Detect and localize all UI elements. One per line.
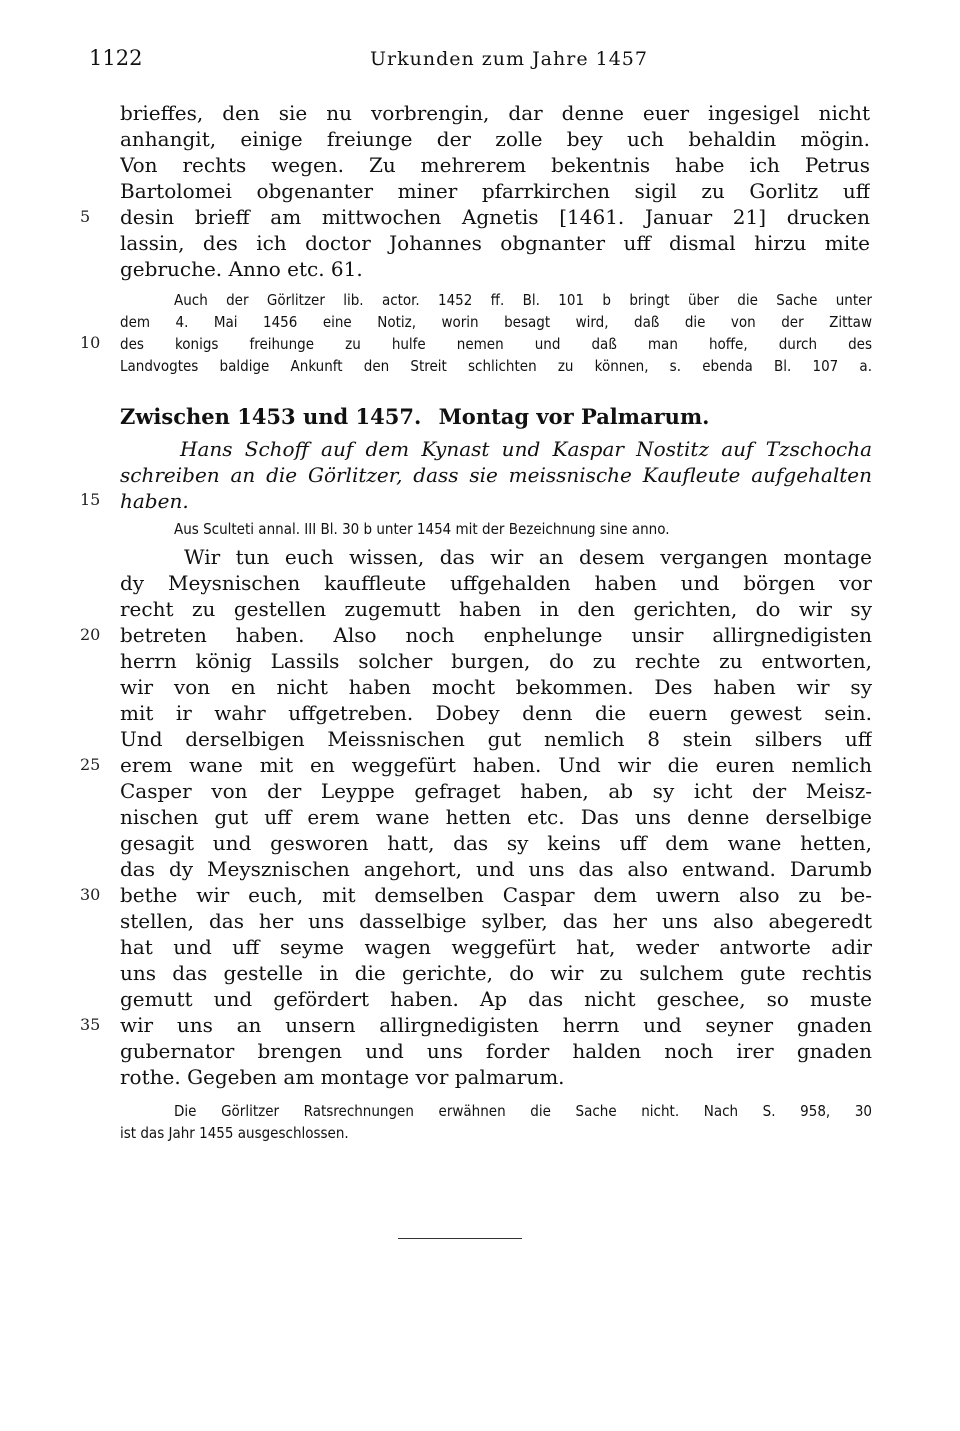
text-line: Bartolomei obgenanter miner pfarrkirchen sigil zu Gorlitz uff bbox=[120, 179, 870, 203]
summary-line: Hans Schoff auf dem Kynast und Kaspar Nostitz auf Tzschocha bbox=[180, 437, 872, 461]
text-line: gebruche. Anno etc. 61. bbox=[120, 257, 363, 281]
note-line: Die Görlitzer Ratsrechnungen erwähnen die Sache nicht. Nach S. 958, 30 bbox=[174, 1102, 872, 1120]
note-line: Auch der Görlitzer lib. actor. 1452 ff. Bl. 101 b bringt über die Sache unter bbox=[174, 291, 872, 309]
note-line: des konigs freihunge zu hulfe nemen und daß man hoffe, durch des bbox=[120, 335, 872, 353]
text-line: gesagit und gesworen hatt, das sy keins uff dem wane hetten, bbox=[120, 831, 872, 855]
text-line: betreten haben. Also noch enphelunge unsir allirgnedigisten bbox=[120, 623, 872, 647]
text-line: dy Meysnischen kauffleute uffgehalden haben und börgen vor bbox=[120, 571, 872, 595]
text-line: das dy Meysznischen angehort, und uns das also entwand. Darumb bbox=[120, 857, 872, 881]
text-line: rothe. Gegeben am montage vor palmarum. bbox=[120, 1065, 565, 1089]
text-line: hat und uff seyme wagen weggefürt hat, weder antworte adir bbox=[120, 935, 872, 959]
text-line: desin brieff am mittwochen Agnetis [1461. Januar 21] drucken bbox=[120, 205, 870, 229]
note-line: dem 4. Mai 1456 eine Notiz, worin besagt wird, daß die von der Zittaw bbox=[120, 313, 872, 331]
line-number: 5 bbox=[80, 207, 91, 226]
section-divider bbox=[398, 1238, 522, 1239]
note-line: ist das Jahr 1455 ausgeschlossen. bbox=[120, 1124, 349, 1142]
text-line: recht zu gestellen zugemutt haben in den gerichten, do wir sy bbox=[120, 597, 872, 621]
note-line: Landvogtes baldige Ankunft den Streit schlichten zu können, s. ebenda Bl. 107 a. bbox=[120, 357, 872, 375]
document-letter bbox=[120, 544, 872, 1090]
text-line: bethe wir euch, mit demselben Caspar dem uwern also zu be- bbox=[120, 883, 872, 907]
line-number: 15 bbox=[80, 490, 101, 509]
document-paragraph bbox=[120, 100, 870, 282]
line-number: 25 bbox=[80, 755, 101, 774]
text-line: wir von en nicht haben mocht bekommen. Des haben wir sy bbox=[120, 675, 872, 699]
source-note bbox=[174, 518, 872, 540]
editorial-note bbox=[120, 289, 872, 377]
text-line: uns das gestelle in die gerichte, do wir zu sulchem gute rechtis bbox=[120, 961, 872, 985]
text-line: nischen gut uff erem wane hetten etc. Das uns denne derselbige bbox=[120, 805, 872, 829]
text-line: herrn könig Lassils solcher burgen, do zu rechte zu entworten, bbox=[120, 649, 872, 673]
text-line: Von rechts wegen. Zu mehrerem bekentnis habe ich Petrus bbox=[120, 153, 870, 177]
text-line: stellen, das her uns dasselbige sylber, das her uns also abegeredt bbox=[120, 909, 872, 933]
text-line: Casper von der Leyppe gefraget haben, ab sy icht der Meisz- bbox=[120, 779, 872, 803]
regest-summary bbox=[120, 436, 872, 514]
line-number: 20 bbox=[80, 625, 101, 644]
text-line: Und derselbigen Meissnischen gut nemlich 8 stein silbers uff bbox=[120, 727, 872, 751]
line-number: 10 bbox=[80, 333, 101, 352]
text-line: brieffes, den sie nu vorbrengin, dar denne euer ingesigel nicht bbox=[120, 101, 870, 125]
text-line: lassin, des ich doctor Johannes obgnanter uff dismal hirzu mite bbox=[120, 231, 870, 255]
heading-day: Montag vor Palmarum. bbox=[438, 404, 710, 429]
text-line: mit ir wahr uffgetreben. Dobey denn die euern gewest sein. bbox=[120, 701, 872, 725]
line-number: 35 bbox=[80, 1015, 101, 1034]
text-line: gubernator brengen und uns forder halden noch irer gnaden bbox=[120, 1039, 872, 1063]
section-heading bbox=[120, 404, 880, 429]
summary-line: haben. bbox=[120, 489, 189, 513]
running-head: Urkunden zum Jahre 1457 bbox=[370, 48, 648, 70]
text-line: erem wane mit en weggefürt haben. Und wir die euren nemlich bbox=[120, 753, 872, 777]
summary-line: schreiben an die Görlitzer, dass sie meissnische Kaufleute aufgehalten bbox=[120, 463, 872, 487]
text-line: Wir tun euch wissen, das wir an desem vergangen montage bbox=[184, 545, 872, 569]
text-line: wir uns an unsern allirgnedigisten herrn und seyner gnaden bbox=[120, 1013, 872, 1037]
editorial-note bbox=[120, 1100, 872, 1144]
heading-date: Zwischen 1453 und 1457. bbox=[120, 404, 422, 429]
note-line: Aus Sculteti annal. III Bl. 30 b unter 1454 mit der Bezeichnung sine anno. bbox=[174, 520, 670, 538]
page-number: 1122 bbox=[89, 46, 143, 70]
line-number: 30 bbox=[80, 885, 101, 904]
text-line: anhangit, einige freiunge der zolle bey uch behaldin mögin. bbox=[120, 127, 870, 151]
text-line: gemutt und gefördert haben. Ap das nicht geschee, so muste bbox=[120, 987, 872, 1011]
